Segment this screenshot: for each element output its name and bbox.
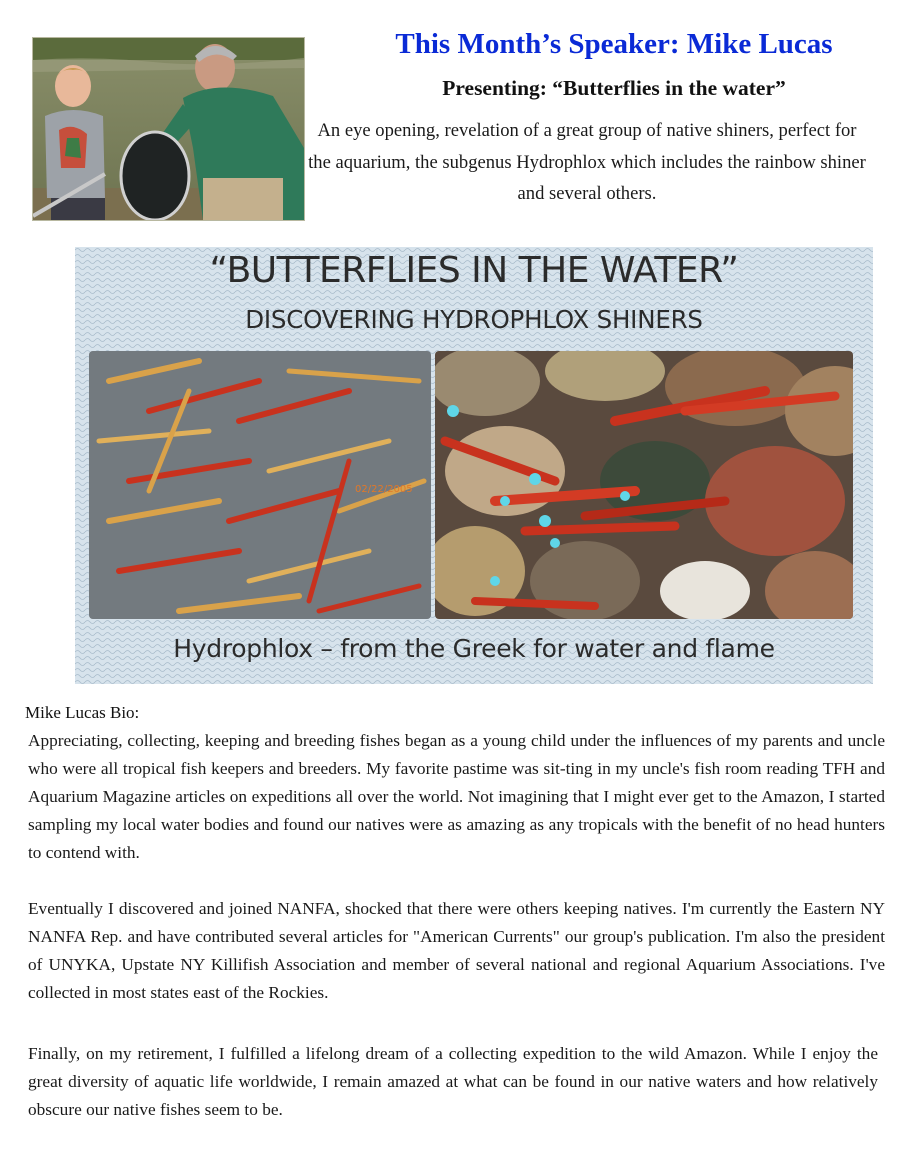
aquarium-fish-photo: [435, 351, 853, 619]
presentation-title: Presenting: “Butterflies in the water”: [442, 76, 786, 100]
bio-paragraph: Eventually I discovered and joined NANFA, shocked that there were others keeping natives. I'm currently the Eastern NY NANFA Rep. and have contributed several articles for "American Currents" our group's publication. I'm also the president of UNYKA, Upstate NY Killifish Association and member of several national and regional Aquarium Associations. I've collected in most states east of the Rockies.: [28, 899, 885, 1003]
banner-title: “BUTTERFLIES IN THE WATER”: [209, 250, 739, 291]
bio-paragraph: Finally, on my retirement, I fulfilled a lifelong dream of a collecting expedition to the wild Amazon. While I enjoy the great diversity of aquatic life worldwide, I remain amazed at what can be found in our native waters and how relatively obscure our native fishes seem to be.: [28, 1044, 878, 1120]
presentation-banner: [75, 247, 873, 684]
speaker-title: This Month’s Speaker: Mike Lucas: [395, 28, 833, 60]
bio-paragraph: Appreciating, collecting, keeping and breeding fishes began as a young child under the influences of my parents and uncle who were all tropical fish keepers and breeders. My favorite pastime was sit-ting in my uncle's fish room reading TFH and Aquarium Magazine articles on expeditions all over the world. Not imagining that I might ever get to the Amazon, I started sampling my local water bodies and found our natives were as amazing as any tropicals with the benefit of no head hunters to contend with.: [28, 731, 885, 863]
speaker-photo: [32, 37, 305, 221]
banner-caption: Hydrophlox – from the Greek for water and flame: [173, 634, 775, 663]
presentation-blurb: An eye opening, revelation of a great group of native shiners, perfect for the aquarium, the subgenus Hydrophlox which includes the rainbow shiner and several others.: [308, 120, 866, 204]
photo-date-stamp: 02/22/2005: [355, 484, 413, 495]
bio-heading: Mike Lucas Bio:: [25, 703, 140, 722]
banner-subtitle: DISCOVERING HYDROPHLOX SHINERS: [245, 305, 703, 334]
